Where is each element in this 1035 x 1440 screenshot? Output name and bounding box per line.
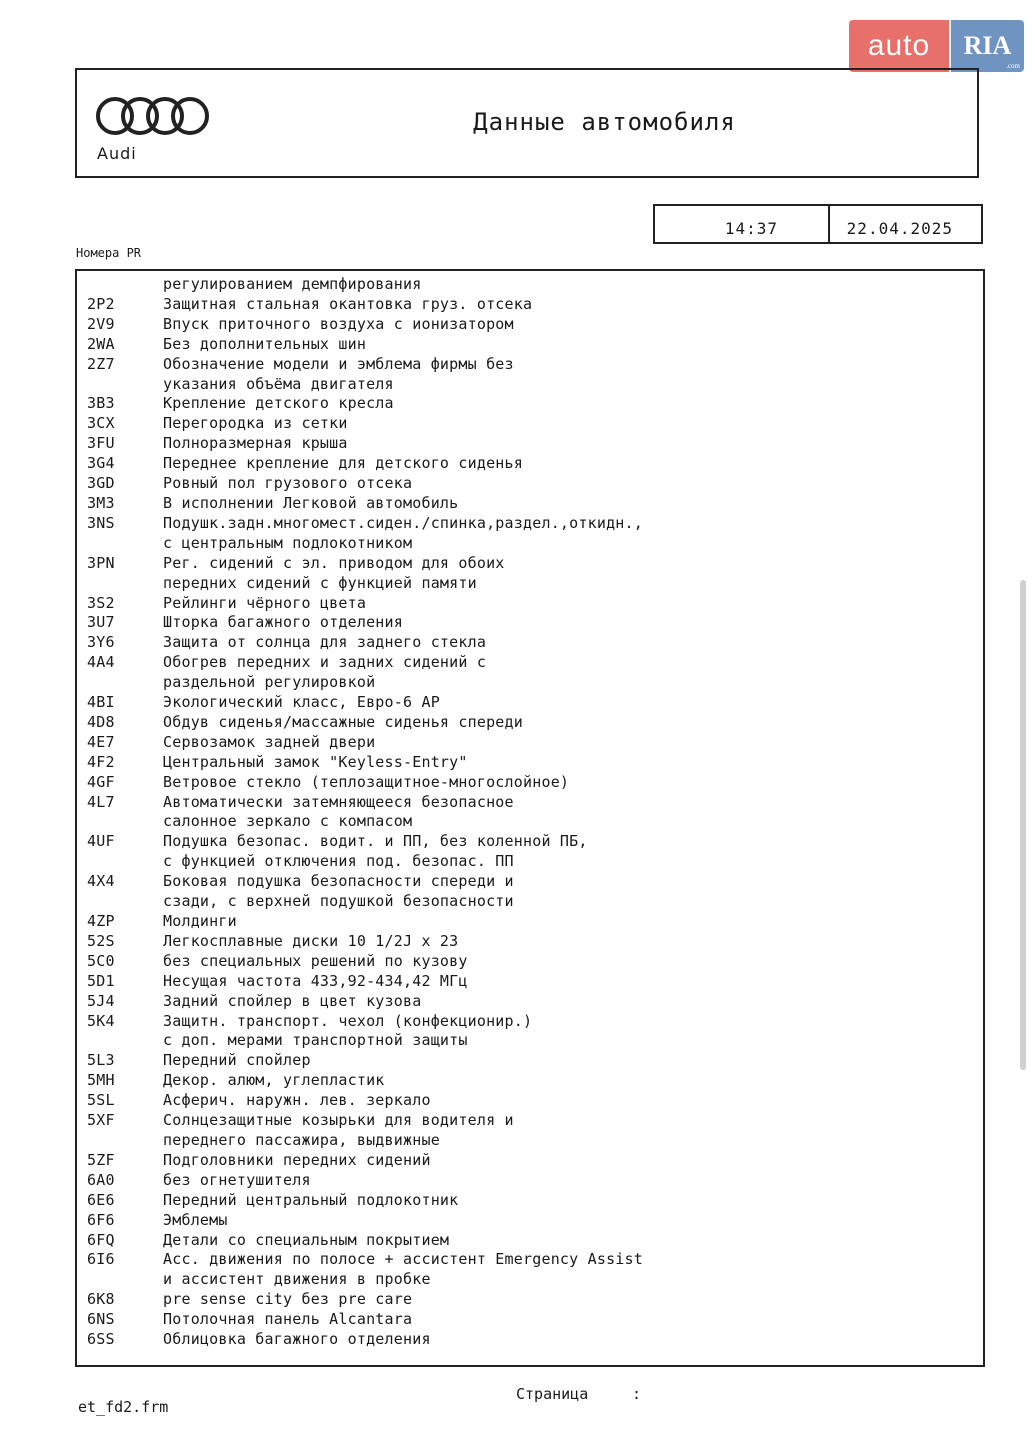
section-label: Номера PR <box>76 246 142 260</box>
watermark-ria-text: RIA <box>963 31 1012 60</box>
pr-row <box>87 972 967 992</box>
pr-row <box>87 1031 967 1051</box>
pr-row <box>87 594 967 614</box>
pr-code <box>87 852 163 872</box>
pr-row <box>87 335 967 355</box>
pr-description: Центральный замок "Keyless-Entry" <box>163 752 468 771</box>
pr-row <box>87 733 967 753</box>
pr-row <box>87 713 967 733</box>
pr-row <box>87 892 967 912</box>
timestamp-box <box>653 204 983 244</box>
pr-code: 6FQ <box>87 1230 115 1249</box>
pr-description: с центральным подлокотником <box>163 533 413 552</box>
pr-code: 3PN <box>87 553 115 572</box>
pr-row <box>87 1091 967 1111</box>
pr-code: 3G4 <box>87 454 115 473</box>
pr-code: 4F2 <box>87 752 115 771</box>
pr-description: Асс. движения по полосе + ассистент Emergency Assist <box>163 1250 643 1269</box>
pr-row <box>87 832 967 852</box>
pr-row <box>87 932 967 952</box>
pr-code <box>87 1131 163 1151</box>
pr-row <box>87 295 967 315</box>
pr-description: Облицовка багажного отделения <box>163 1330 431 1349</box>
pr-code <box>87 275 163 295</box>
pr-row <box>87 793 967 813</box>
pr-description: Подушк.задн.многомест.сиден./спинка,раздел.,откидн., <box>163 513 643 532</box>
pr-code <box>87 1031 163 1051</box>
pr-description: Ровный пол грузового отсека <box>163 474 413 493</box>
pr-code <box>87 574 163 594</box>
pr-row <box>87 275 967 295</box>
pr-code: 6NS <box>87 1310 115 1329</box>
pr-description: Подголовники передних сидений <box>163 1150 431 1169</box>
pr-description: Детали со специальным покрытием <box>163 1230 450 1249</box>
pr-code: 4X4 <box>87 872 115 891</box>
pr-description: Шторка багажного отделения <box>163 613 403 632</box>
pr-row <box>87 1151 967 1171</box>
pr-row <box>87 1270 967 1290</box>
pr-code: 3Y6 <box>87 633 115 652</box>
pr-description: Несущая частота 433,92-434,42 МГц <box>163 971 468 990</box>
footer-filename: et_fd2.frm <box>78 1398 169 1416</box>
pr-description: Ветровое стекло (теплозащитное-многослойное) <box>163 772 570 791</box>
pr-code: 5D1 <box>87 971 115 990</box>
pr-code: 5MH <box>87 1071 115 1090</box>
pr-code: 3M3 <box>87 493 115 512</box>
pr-code: 6A0 <box>87 1170 115 1189</box>
pr-code: 5J4 <box>87 991 115 1010</box>
pr-row <box>87 1290 967 1310</box>
pr-code <box>87 1270 163 1290</box>
pr-description: сзади, с верхней подушкой безопасности <box>163 892 514 911</box>
pr-row <box>87 912 967 932</box>
pr-description: передних сидений с функцией памяти <box>163 573 477 592</box>
pr-row <box>87 992 967 1012</box>
pr-code <box>87 375 163 395</box>
pr-description: без специальных решений по кузову <box>163 951 468 970</box>
pr-description: Обдув сиденья/массажные сиденья спереди <box>163 712 523 731</box>
autoria-watermark <box>849 20 1024 72</box>
pr-code: 6SS <box>87 1330 115 1349</box>
pr-description: В исполнении Легковой автомобиль <box>163 493 459 512</box>
pr-code: 4L7 <box>87 792 115 811</box>
pr-row <box>87 613 967 633</box>
pr-code: 2V9 <box>87 314 115 333</box>
pr-description: Полноразмерная крыша <box>163 434 348 453</box>
footer-page-separator: : <box>632 1385 642 1403</box>
pr-code: 4BI <box>87 693 115 712</box>
pr-description: Асферич. наружн. лев. зеркало <box>163 1091 431 1110</box>
pr-code: 2Z7 <box>87 354 115 373</box>
pr-description: Декор. алюм, углепластик <box>163 1071 385 1090</box>
pr-code: 2WA <box>87 334 115 353</box>
pr-row <box>87 474 967 494</box>
pr-code: 4A4 <box>87 653 115 672</box>
pr-row <box>87 394 967 414</box>
page-title-text: Данные автомобиля <box>473 108 736 136</box>
pr-row <box>87 454 967 474</box>
pr-code: 6I6 <box>87 1250 115 1269</box>
pr-row <box>87 514 967 534</box>
watermark-com: .com <box>1006 62 1020 70</box>
pr-row <box>87 653 967 673</box>
pr-code: 3S2 <box>87 593 115 612</box>
pr-description: и ассистент движения в пробке <box>163 1270 431 1289</box>
pr-description: Сервозамок задней двери <box>163 732 376 751</box>
pr-row <box>87 1111 967 1131</box>
pr-description: Боковая подушка безопасности спереди и <box>163 872 514 891</box>
pr-description: Подушка безопас. водит. и ПП, без коленной ПБ, <box>163 832 588 851</box>
pr-code: 4ZP <box>87 912 115 930</box>
pr-code: 6E6 <box>87 1190 115 1209</box>
pr-code: 3B3 <box>87 394 115 413</box>
pr-description: Легкосплавные диски 10 1/2J x 23 <box>163 931 459 950</box>
pr-description: Рейлинги чёрного цвета <box>163 593 367 612</box>
pr-description: Защитная стальная окантовка груз. отсека <box>163 294 533 313</box>
pr-code: 5XF <box>87 1111 115 1130</box>
pr-code: 5ZF <box>87 1150 115 1169</box>
pr-codes-rows <box>87 275 967 1350</box>
pr-code: 4E7 <box>87 732 115 751</box>
pr-description: Эмблемы <box>163 1210 228 1229</box>
pr-row <box>87 534 967 554</box>
pr-code: 3NS <box>87 513 115 532</box>
watermark-ria <box>951 20 1024 72</box>
brand-name: Audi <box>97 144 137 163</box>
pr-description: указания объёма двигателя <box>163 374 394 393</box>
scrollbar[interactable] <box>1020 580 1026 1070</box>
pr-code: 4D8 <box>87 712 115 731</box>
pr-description: переднего пассажира, выдвижные <box>163 1130 440 1149</box>
pr-description: Обогрев передних и задних сидений с <box>163 653 487 672</box>
pr-description: с функцией отключения под. безопас. ПП <box>163 852 514 871</box>
pr-code: 4UF <box>87 832 115 851</box>
pr-code: 4GF <box>87 772 115 791</box>
time-value: 14:37 <box>655 206 830 242</box>
pr-code: 3GD <box>87 474 115 493</box>
pr-row <box>87 633 967 653</box>
pr-description: Без дополнительных шин <box>163 334 367 353</box>
pr-row <box>87 434 967 454</box>
pr-description: pre sense city без pre care <box>163 1290 413 1309</box>
pr-description: Передний спойлер <box>163 1051 311 1070</box>
pr-description: Экологический класс, Евро-6 AP <box>163 693 440 712</box>
pr-description: Впуск приточного воздуха с ионизатором <box>163 314 514 333</box>
pr-description: Передний центральный подлокотник <box>163 1190 459 1209</box>
pr-description: раздельной регулировкой <box>163 673 376 692</box>
pr-description: Автоматически затемняющееся безопасное <box>163 792 514 811</box>
pr-description: без огнетушителя <box>163 1170 311 1189</box>
pr-description: с доп. мерами транспортной защиты <box>163 1031 468 1050</box>
pr-row <box>87 1012 967 1032</box>
pr-row <box>87 494 967 514</box>
pr-code: 6F6 <box>87 1210 115 1229</box>
pr-row <box>87 1310 967 1330</box>
pr-row <box>87 952 967 972</box>
pr-row <box>87 1330 967 1350</box>
pr-description: Крепление детского кресла <box>163 394 394 413</box>
pr-row <box>87 1131 967 1151</box>
pr-row <box>87 1071 967 1091</box>
pr-row <box>87 812 967 832</box>
pr-code <box>87 812 163 832</box>
pr-row <box>87 355 967 375</box>
pr-code: 52S <box>87 931 115 950</box>
pr-row <box>87 1171 967 1191</box>
pr-row <box>87 1191 967 1211</box>
pr-row <box>87 673 967 693</box>
pr-codes-list <box>75 269 985 1367</box>
page-title <box>77 108 977 136</box>
pr-code: 3CX <box>87 414 115 433</box>
pr-code: 6K8 <box>87 1290 115 1309</box>
pr-description: Потолочная панель Alcantara <box>163 1310 413 1329</box>
pr-description: Молдинги <box>163 912 237 930</box>
pr-description: Защита от солнца для заднего стекла <box>163 633 487 652</box>
pr-description: Защитн. транспорт. чехол (конфекционир.) <box>163 1011 533 1030</box>
pr-code <box>87 892 163 912</box>
pr-description: салонное зеркало с компасом <box>163 812 413 831</box>
date-value: 22.04.2025 <box>846 219 953 238</box>
pr-row <box>87 414 967 434</box>
pr-description: регулированием демпфирования <box>163 275 422 293</box>
pr-code: 2P2 <box>87 294 115 313</box>
pr-row <box>87 852 967 872</box>
footer-page-label: Страница <box>516 1385 589 1403</box>
pr-description: Перегородка из сетки <box>163 414 348 433</box>
pr-code: 3U7 <box>87 613 115 632</box>
pr-row <box>87 315 967 335</box>
pr-row <box>87 574 967 594</box>
pr-row <box>87 1231 967 1251</box>
pr-row <box>87 773 967 793</box>
pr-description: Обозначение модели и эмблема фирмы без <box>163 354 514 373</box>
pr-row <box>87 872 967 892</box>
pr-row <box>87 1250 967 1270</box>
pr-description: Задний спойлер в цвет кузова <box>163 991 422 1010</box>
pr-code: 5K4 <box>87 1011 115 1030</box>
pr-row <box>87 375 967 395</box>
pr-code: 5SL <box>87 1091 115 1110</box>
pr-description: Солнцезащитные козырьки для водителя и <box>163 1111 514 1130</box>
pr-description: Переднее крепление для детского сиденья <box>163 454 523 473</box>
pr-code <box>87 534 163 554</box>
pr-code <box>87 673 163 693</box>
pr-row <box>87 693 967 713</box>
pr-row <box>87 1051 967 1071</box>
pr-row <box>87 554 967 574</box>
pr-code: 5C0 <box>87 951 115 970</box>
pr-code: 5L3 <box>87 1051 115 1070</box>
pr-code: 3FU <box>87 434 115 453</box>
pr-row <box>87 1211 967 1231</box>
pr-description: Рег. сидений с эл. приводом для обоих <box>163 553 505 572</box>
document-header <box>75 68 979 178</box>
pr-row <box>87 753 967 773</box>
watermark-auto: auto <box>849 20 949 72</box>
